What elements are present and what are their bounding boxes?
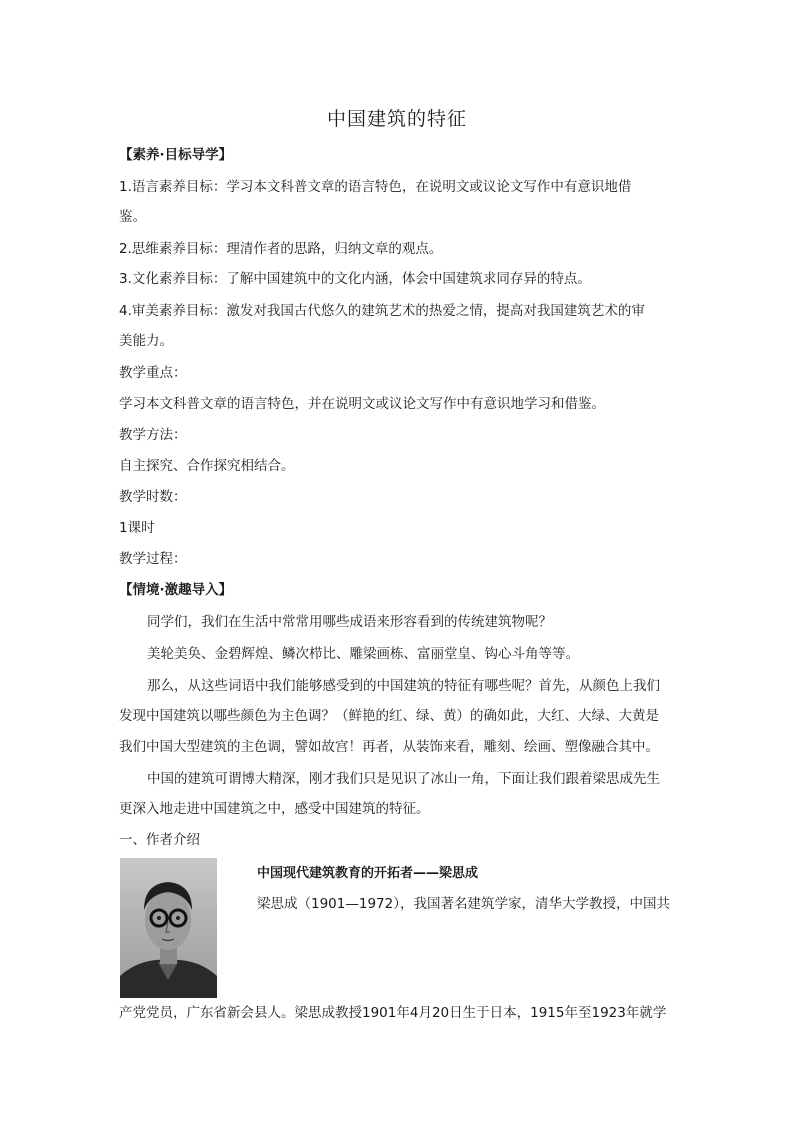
goal-4-line-1: 4.审美素养目标：激发对我国古代悠久的建筑艺术的热爱之情，提高对我国建筑艺术的审 bbox=[119, 303, 645, 319]
method-label: 教学方法： bbox=[119, 427, 187, 443]
bio-line-1: 梁思成（1901—1972），我国著名建筑学家，清华大学教授，中国共 bbox=[257, 896, 670, 912]
paragraph-2: 美轮美奂、金碧辉煌、鳞次栉比、雕梁画栋、富丽堂皇、钩心斗角等等。 bbox=[147, 646, 579, 662]
page-title: 中国建筑的特征 bbox=[326, 108, 467, 130]
hours-label: 教学时数： bbox=[119, 489, 187, 505]
goal-3: 3.文化素养目标：了解中国建筑中的文化内涵，体会中国建筑求同存异的特点。 bbox=[119, 271, 591, 287]
hours-text: 1课时 bbox=[119, 520, 155, 536]
bio-line-2: 产党党员，广东省新会县人。梁思成教授1901年4月20日生于日本，1915年至1923年就学 bbox=[119, 1005, 667, 1021]
author-heading: 一、作者介绍 bbox=[119, 832, 200, 848]
section-intro-heading: 【情境·激趣导入】 bbox=[119, 582, 233, 598]
focus-label: 教学重点： bbox=[119, 365, 187, 381]
goal-1-line-1: 1.语言素养目标：学习本文科普文章的语言特色，在说明文或议论文写作中有意识地借 bbox=[119, 179, 632, 195]
paragraph-3-line-2: 发现中国建筑以哪些颜色为主色调？（鲜艳的红、绿、黄）的确如此，大红、大绿、大黄是 bbox=[119, 708, 659, 724]
focus-text: 学习本文科普文章的语言特色，并在说明文或议论文写作中有意识地学习和借鉴。 bbox=[119, 396, 605, 412]
paragraph-1: 同学们，我们在生活中常常用哪些成语来形容看到的传统建筑物呢？ bbox=[147, 614, 552, 630]
paragraph-3-line-3: 我们中国大型建筑的主色调，譬如故宫！再者，从装饰来看，雕刻、绘画、塑像融合其中。 bbox=[119, 739, 659, 755]
paragraph-3-line-1: 那么，从这些词语中我们能够感受到的中国建筑的特征有哪些呢？首先，从颜色上我们 bbox=[147, 678, 660, 694]
goal-4-line-2: 美能力。 bbox=[119, 333, 173, 349]
paragraph-4-line-1: 中国的建筑可谓博大精深，刚才我们只是见识了冰山一角，下面让我们跟着梁思成先生 bbox=[147, 771, 660, 787]
section-goals-heading: 【素养·目标导学】 bbox=[119, 147, 233, 163]
process-label: 教学过程： bbox=[119, 551, 187, 567]
photo-caption: 中国现代建筑教育的开拓者——梁思成 bbox=[257, 866, 479, 881]
portrait-photo bbox=[120, 858, 217, 998]
paragraph-4-line-2: 更深入地走进中国建筑之中，感受中国建筑的特征。 bbox=[119, 801, 430, 817]
goal-1-line-2: 鉴。 bbox=[119, 209, 146, 225]
method-text: 自主探究、合作探究相结合。 bbox=[119, 458, 295, 474]
goal-2: 2.思维素养目标：理清作者的思路，归纳文章的观点。 bbox=[119, 241, 443, 257]
